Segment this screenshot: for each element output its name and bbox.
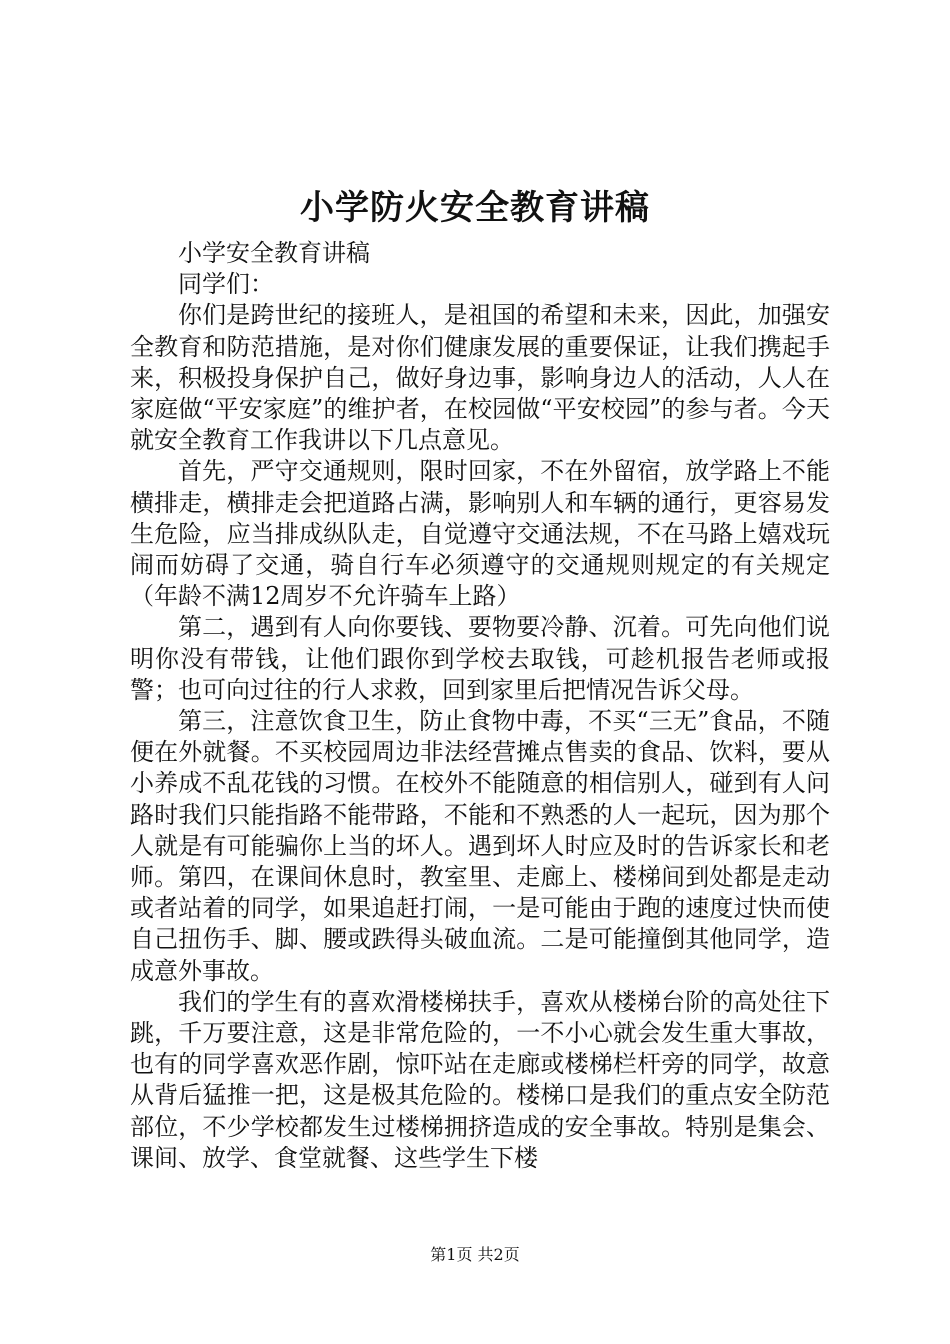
- paragraph-food-safety: 第三，注意饮食卫生，防止食物中毒，不买“三无”食品，不随便在外就餐。不买校园周边非法经营摊点售卖的食品、饮料，要从小养成不乱花钱的习惯。在校外不能随意的相信别人，碰到有人问路时我们只能指路不能带路，不能和不熟悉的人一起玩，因为那个人就是有可能骗你上当的坏人。遇到坏人时应及时的告诉家长和老师。第四，在课间休息时，教室里、走廊上、楼梯间到处都是走动或者站着的同学，如果追赶打闹，一是可能由于跑的速度过快而使自己扭伤手、脚、腰或跌得头破血流。二是可能撞倒其他同学，造成意外事故。: [130, 707, 830, 985]
- paragraph-stairs-safety: 我们的学生有的喜欢滑楼梯扶手，喜欢从楼梯台阶的高处往下跳，千万要注意，这是非常危险的，一不小心就会发生重大事故，也有的同学喜欢恶作剧，惊吓站在走廊或楼梯栏杆旁的同学，故意从背后猛推一把，这是极其危险的。楼梯口是我们的重点安全防范部位，不少学校都发生过楼梯拥挤造成的安全事故。特别是集会、课间、放学、食堂就餐、这些学生下楼: [130, 987, 830, 1172]
- document-body: [130, 238, 830, 1174]
- paragraph-subtitle: 小学安全教育讲稿: [178, 239, 370, 267]
- paragraph-intro: 你们是跨世纪的接班人，是祖国的希望和未来，因此，加强安全教育和防范措施，是对你们健康发展的重要保证，让我们携起手来，积极投身保护自己，做好身边事，影响身边人的活动，人人在家庭做“平安家庭”的维护者，在校园做“平安校园”的参与者。今天就安全教育工作我讲以下几点意见。: [130, 301, 830, 455]
- document-title: 小学防火安全教育讲稿: [300, 188, 650, 228]
- page-number-footer: 第1页 共2页: [430, 1245, 520, 1264]
- paragraph-extortion: 第二，遇到有人向你要钱、要物要冷静、沉着。可先向他们说明你没有带钱，让他们跟你到学校去取钱，可趁机报告老师或报警；也可向过往的行人求救，回到家里后把情况告诉父母。: [130, 613, 830, 704]
- paragraph-salutation: 同学们：: [178, 270, 274, 299]
- paragraph-traffic-rules: 首先，严守交通规则，限时回家，不在外留宿，放学路上不能横排走，横排走会把道路占满，影响别人和车辆的通行，更容易发生危险，应当排成纵队走，自觉遵守交通法规，不在马路上嬉戏玩闹而妨碍了交通，骑自行车必须遵守的交通规则规定的有关规定（年龄不满12周岁不允许骑车上路）: [130, 457, 830, 611]
